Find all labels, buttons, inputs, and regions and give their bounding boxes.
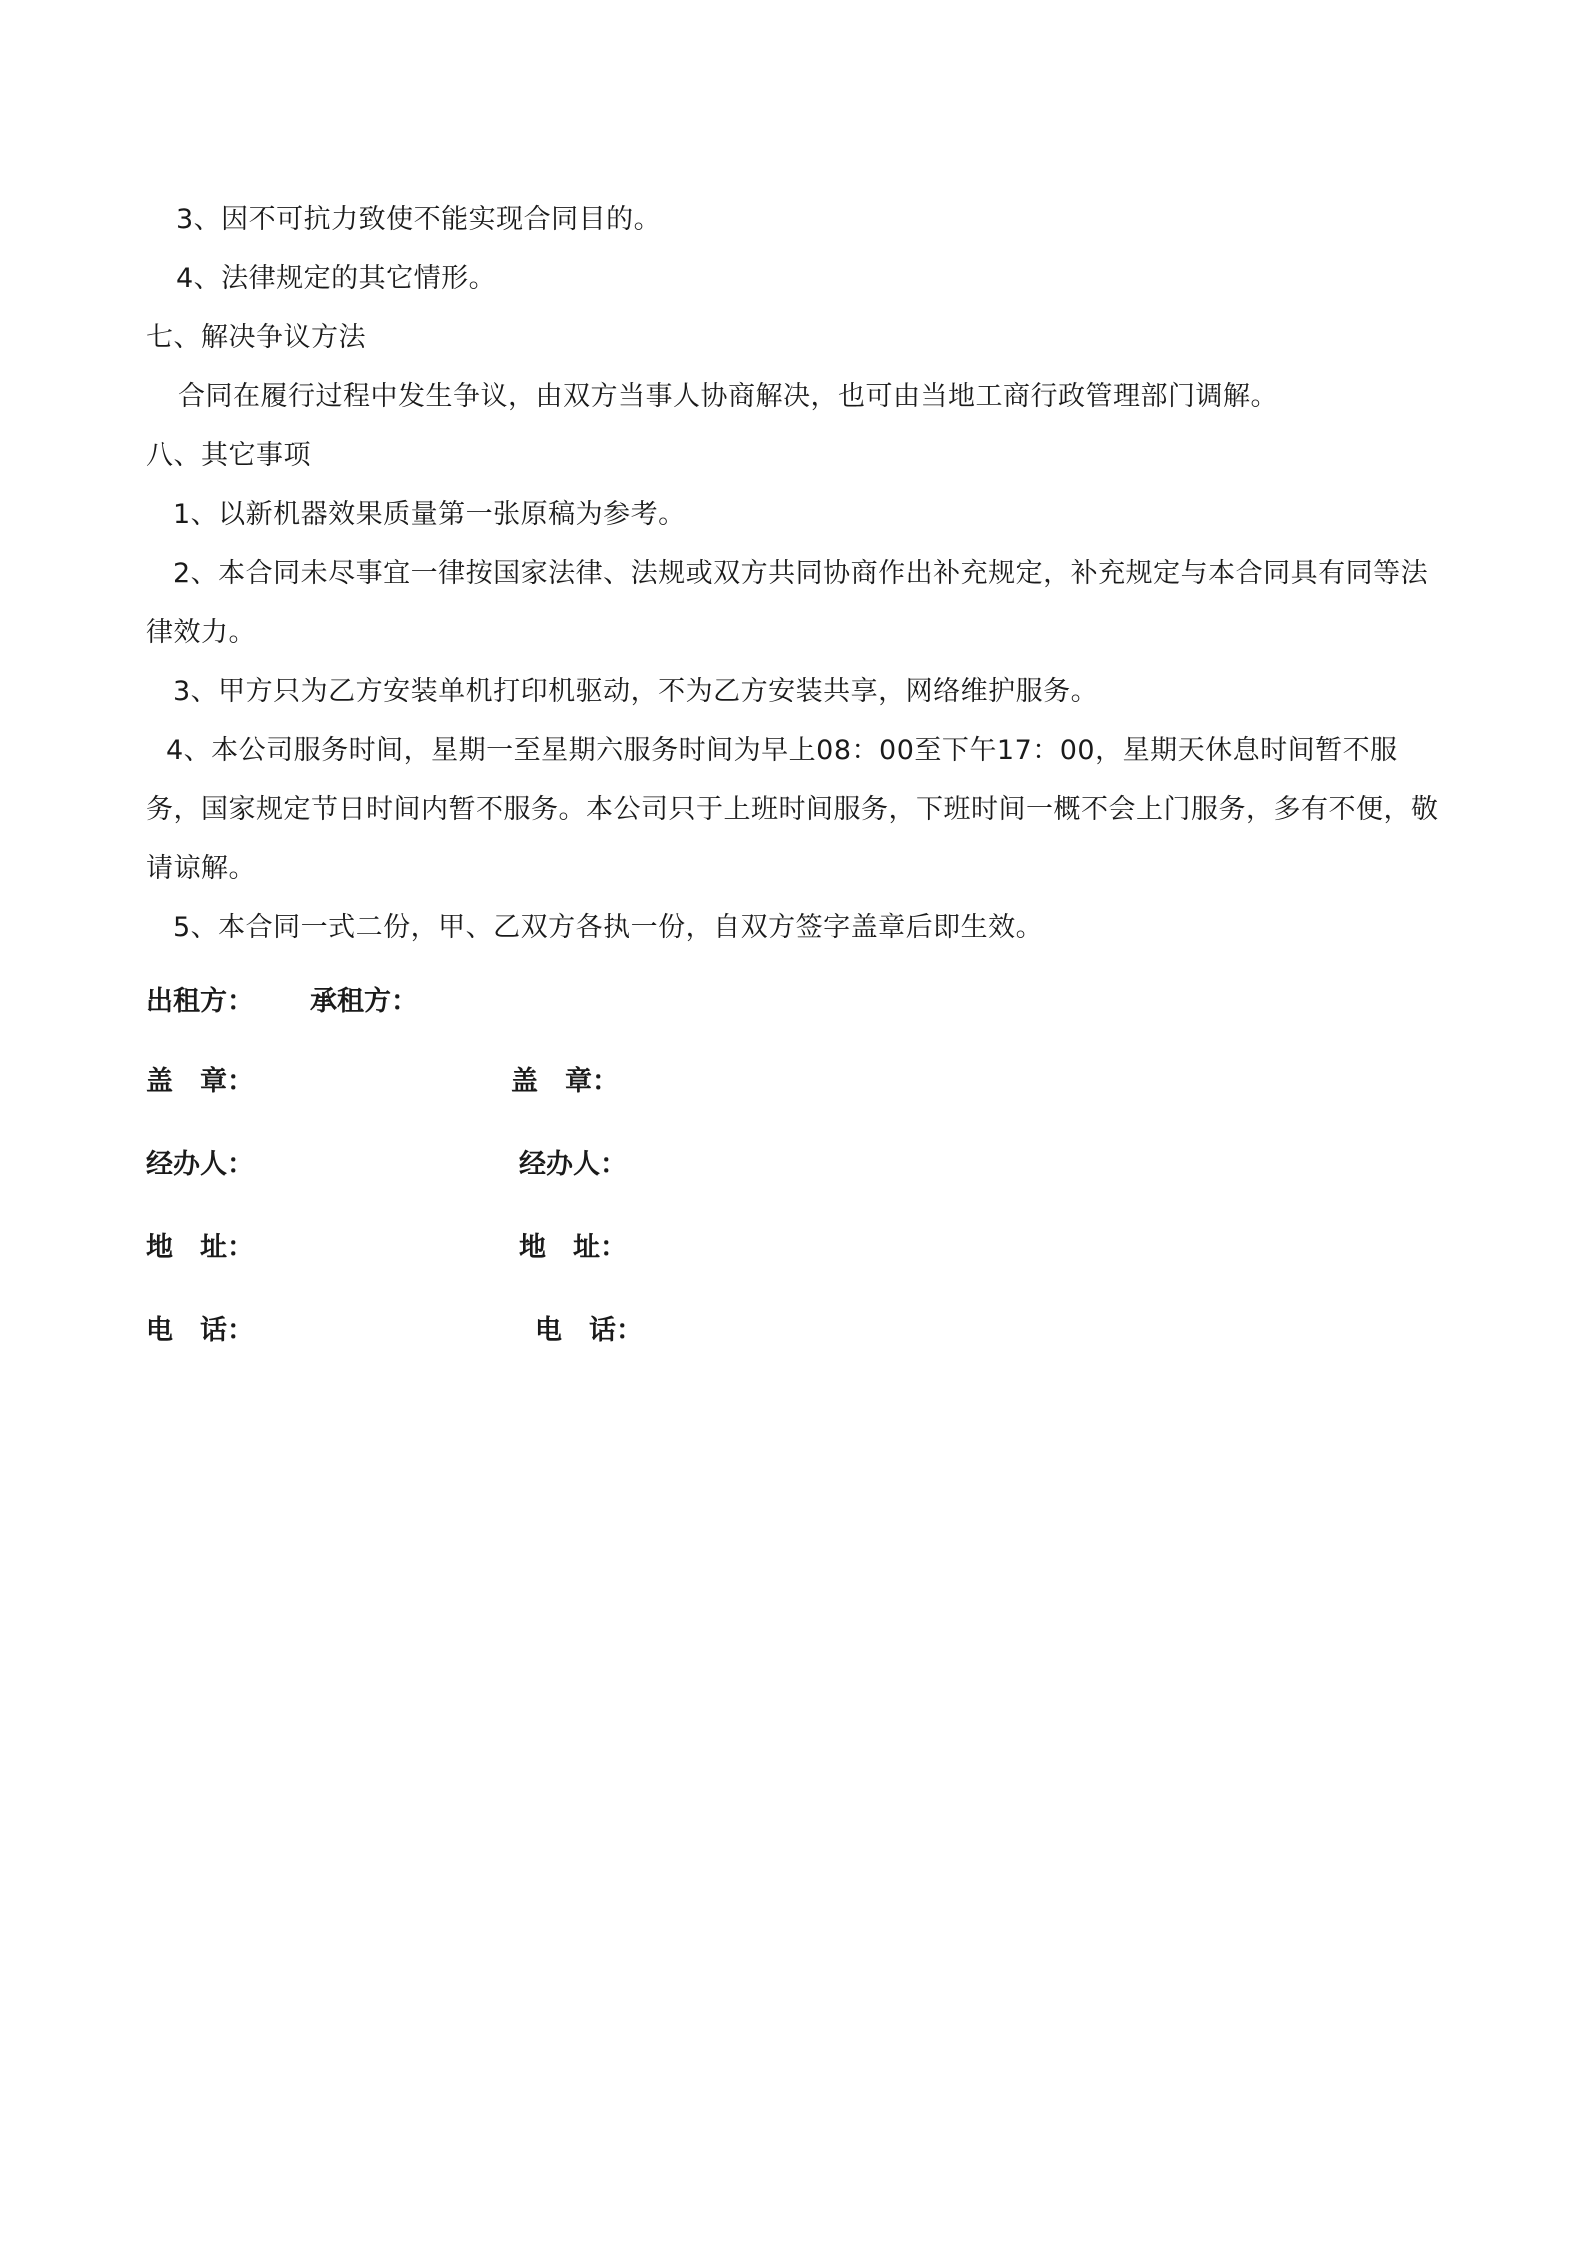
section8-item-4: 4、本公司服务时间，星期一至星期六服务时间为早上08：00至下午17：00，星期天休息时间暂不服务，国家规定节日时间内暂不服务。本公司只于上班时间服务，下班时间一概不会上门服务，多有不便，敬请谅解。: [146, 735, 1439, 884]
lessor-label: 出租方：: [146, 986, 254, 1017]
section8-heading: 八、其它事项: [146, 440, 311, 471]
seal-left-label: 盖 章：: [146, 1066, 254, 1097]
agent-right-label: 经办人：: [519, 1149, 627, 1180]
agent-left-label: 经办人：: [146, 1149, 254, 1180]
seal-right-label: 盖 章：: [511, 1066, 619, 1097]
lessee-label: 承租方：: [310, 986, 418, 1017]
phone-right-label: 电 话：: [535, 1315, 643, 1346]
address-right-label: 地 址：: [519, 1232, 627, 1263]
section8-item-3: 3、甲方只为乙方安装单机打印机驱动，不为乙方安装共享，网络维护服务。: [173, 676, 1099, 707]
phone-left-label: 电 话：: [146, 1315, 254, 1346]
section8-item-2: 2、本合同未尽事宜一律按国家法律、法规或双方共同协商作出补充规定，补充规定与本合同具有同等法律效力。: [146, 558, 1429, 648]
clause-item-3: 3、因不可抗力致使不能实现合同目的。: [176, 204, 662, 235]
address-left-label: 地 址：: [146, 1232, 254, 1263]
section8-item-5: 5、本合同一式二份，甲、乙双方各执一份，自双方签字盖章后即生效。: [173, 912, 1044, 943]
clause-item-4: 4、法律规定的其它情形。: [176, 263, 497, 294]
section7-body: 合同在履行过程中发生争议，由双方当事人协商解决，也可由当地工商行政管理部门调解。: [178, 381, 1278, 412]
section7-heading: 七、解决争议方法: [146, 322, 366, 353]
section8-item-1: 1、以新机器效果质量第一张原稿为参考。: [173, 499, 686, 530]
